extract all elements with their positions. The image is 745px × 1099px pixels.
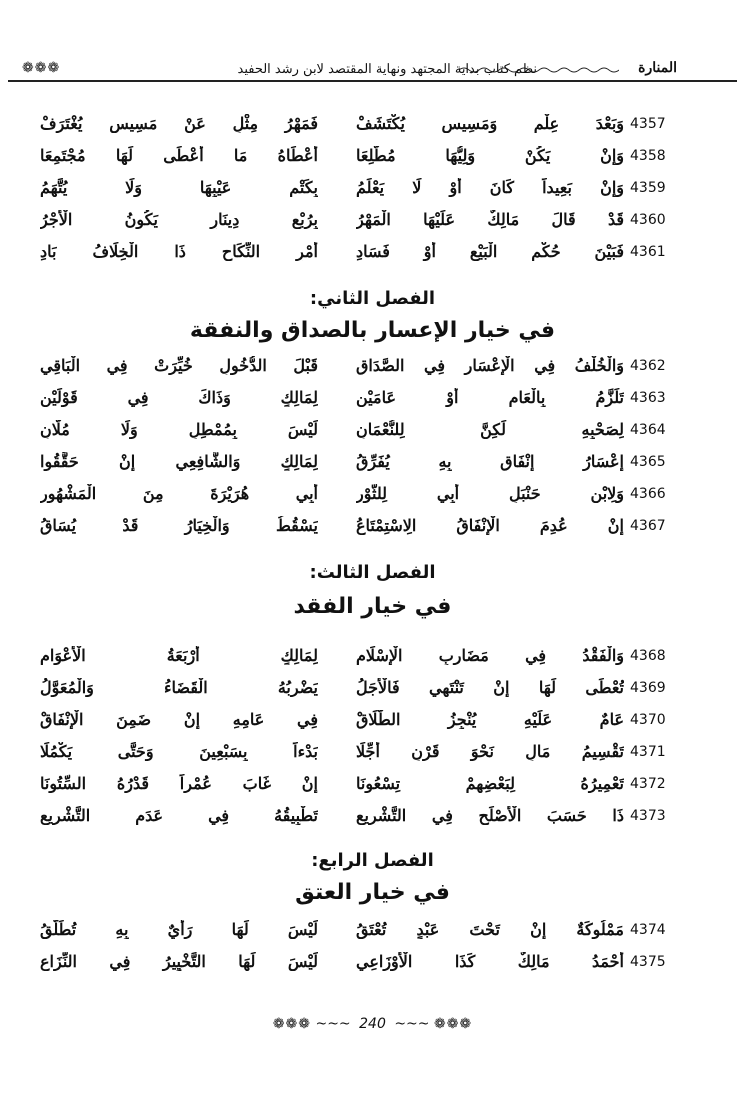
verse-second-hemistich: لَيْسَ لَهَا التَّخْيِيرُ فِي النِّزَاعِ [40,952,318,971]
verse-first-hemistich: وَلِابْنِ حَنْبَلٍ أَبِي لِلثَّوْرِ [356,484,624,503]
section-label: الفصل الرابع: [311,850,434,871]
verse-first-hemistich: أَحْمَدُ مَالِكٌ كَذَا الْأَوْزَاعِي [356,952,624,971]
verse-second-hemistich: بَدْءاً بِسَبْعِينَ وَحَتَّى يَكْمُلَا [40,742,318,761]
verse-number: 4362 [630,358,666,374]
verse-row [0,708,745,740]
ornament-icon: ❁❁❁ [272,1016,312,1032]
verse-row [0,112,745,144]
verse-number: 4364 [630,422,666,438]
verse-second-hemistich: أَعْطَاهُ مَا أَعْطَى لَهَا مُجْتَمِعَا [40,146,318,165]
verse-row [0,354,745,386]
ornament-icon: ❁❁❁ [22,60,61,76]
verse-second-hemistich: بِكَتْمِ عَيْبِهَا وَلَا يُتَّهَمُ [40,178,318,197]
page-number: 240 [359,1016,386,1032]
verse-number: 4363 [630,390,666,406]
verse-first-hemistich: فَبَيْنَ حُكْمِ الْبَيْعِ أَوْ فَسَادِ [356,242,624,261]
verse-second-hemistich: فَمَهْرُ مِثْلٍ عَنْ مَسِيسٍ يُغْتَرَفْ [40,114,318,133]
verse-number: 4359 [630,180,666,196]
verse-number: 4374 [630,922,666,938]
verse-row [0,386,745,418]
page-header [8,52,737,82]
verse-number: 4366 [630,486,666,502]
verse-second-hemistich: أَبِي هُرَيْرَةَ مِنَ الْمَشْهُورِ [40,484,318,503]
verse-row [0,514,745,546]
verse-second-hemistich: تَطْبِيقُهُ فِي عَدَمِ التَّشْرِيعِ [40,806,318,825]
verse-first-hemistich: تَعْمِيرُهُ لِبَعْضِهِمْ تِسْعُونَا [356,774,624,793]
verse-row [0,772,745,804]
verse-first-hemistich: إِعْسَارُ إِنْفَاقٍ بِهِ يُفَرِّقُ [356,452,624,471]
verse-row [0,208,745,240]
verse-second-hemistich: لِمَالِكٍ وَالشَّافِعِي إِنْ حَقَّقُوا [40,452,318,471]
verse-number: 4368 [630,648,666,664]
verse-first-hemistich: وَالْخُلْفُ فِي الْإِعْسَارِ فِي الصَّدَاقِ [356,356,624,375]
verse-second-hemistich: قَبْلَ الدُّخُولِ خُيِّرَتْ فِي الْبَاقِي [40,356,318,375]
section-title: في خيار العتق [295,880,450,905]
section-label: الفصل الثالث: [309,562,436,583]
verse-second-hemistich: لَيْسَ بِمُمْطِلٍ وَلَا مُلَّانِ [40,420,318,439]
verse-first-hemistich: تَقْسِيمُ مَالٍ نَحْوَ قَرْنٍ أُجِّلَا [356,742,624,761]
verse-second-hemistich: يَسْقُطُ وَالْخِيَارُ قَدْ يُسَاقُ [40,516,318,535]
verse-row [0,176,745,208]
verse-first-hemistich: تَلَزَّمُ بِالْعَامِ أَوْ عَامَيْنِ [356,388,624,407]
verse-number: 4369 [630,680,666,696]
verse-number: 4371 [630,744,666,760]
verse-second-hemistich: يَضْرِبُهُ الْقَضَاءُ وَالْمُعَوَّلُ [40,678,318,697]
verse-number: 4361 [630,244,666,260]
verse-second-hemistich: لَيْسَ لَهَا رَأْيٌ بِهِ تُطَلَّقُ [40,920,318,939]
verse-row [0,918,745,950]
verse-number: 4367 [630,518,666,534]
verse-second-hemistich: إِنْ غَابَ عُمْراً قَدْرُهُ السِّتُونَا [40,774,318,793]
ornament-icon: ❁❁❁ [433,1016,473,1032]
book-title: نظم كتاب بداية المجتهد ونهاية المقتصد لابن رشد الحفيد [237,62,537,77]
verse-number: 4375 [630,954,666,970]
page-footer: ❁❁❁ ~~~ 240 ~~~ ❁❁❁ [272,1016,473,1032]
verse-number: 4372 [630,776,666,792]
verse-second-hemistich: فِي عَامِهِ إِنْ ضَمِنَ الْإِنْفَاقْ [40,710,318,729]
verse-row [0,144,745,176]
verse-row [0,740,745,772]
verse-number: 4365 [630,454,666,470]
section-label: الفصل الثاني: [309,288,436,309]
section-title: في خيار الفقد [293,594,452,619]
verse-row [0,950,745,982]
verse-first-hemistich: قَدْ قَالَ مَالِكٌ عَلَيْهَا الْمَهْرُ [356,210,624,229]
verse-number: 4370 [630,712,666,728]
verse-row [0,644,745,676]
verse-row [0,804,745,836]
verse-first-hemistich: وَإِنْ يَكُنْ وَلِيُّهَا مُطَّلِعَا [356,146,624,165]
verse-first-hemistich: عَامٌ عَلَيْهِ يُنْجِزُ الطَّلَاقْ [356,710,624,729]
verse-number: 4357 [630,116,666,132]
verse-first-hemistich: وَالْفَقْدُ فِي مَضَارِبِ الْإِسْلَامِ [356,646,624,665]
verse-number: 4373 [630,808,666,824]
verse-row [0,676,745,708]
journal-name: المنارة [638,60,677,76]
verse-row [0,482,745,514]
verse-number: 4358 [630,148,666,164]
verse-first-hemistich: وَبَعْدَ عِلْمٍ وَمَسِيسٍ يُكْتَشَفْ [356,114,624,133]
verse-first-hemistich: لِصَحْبِهِ لَكِنَّ لِلنُّعْمَانِ [356,420,624,439]
verse-first-hemistich: وَإِنْ بَعِيداً كَانَ أَوْ لَا يَعْلَمُ [356,178,624,197]
verse-number: 4360 [630,212,666,228]
verse-second-hemistich: لِمَالِكٍ وَذَاكَ فِي قَوْلَيْنِ [40,388,318,407]
verse-first-hemistich: ذَا حَسَبَ الْأَصْلَحِ فِي التَّشْرِيعِ [356,806,624,825]
verse-second-hemistich: بِرُبْعِ دِينَارٍ يَكُونُ الْأَجْرُ [40,210,318,229]
verse-first-hemistich: تُعْطَى لَهَا إِنْ تَنْتَهِي فَالْأَجَلُ [356,678,624,697]
verse-row [0,450,745,482]
verse-second-hemistich: أَمْرِ النِّكَاحِ ذَا الْخِلَافُ بَادِ [40,242,318,261]
verse-row [0,240,745,272]
header-rule [8,80,737,82]
verse-row [0,418,745,450]
section-title: في خيار الإعسار بالصداق والنفقة [189,318,556,343]
verse-first-hemistich: مَمْلُوكَةٌ إِنْ تَحْتَ عَبْدٍ تُعْتَقُ [356,920,624,939]
verse-first-hemistich: إِنْ عُدِمَ الْإِنْفَاقُ الِاسْتِمْتَاعُ [356,516,624,535]
verse-second-hemistich: لِمَالِكٍ أَرْبَعَةُ الْأَعْوَامِ [40,646,318,665]
